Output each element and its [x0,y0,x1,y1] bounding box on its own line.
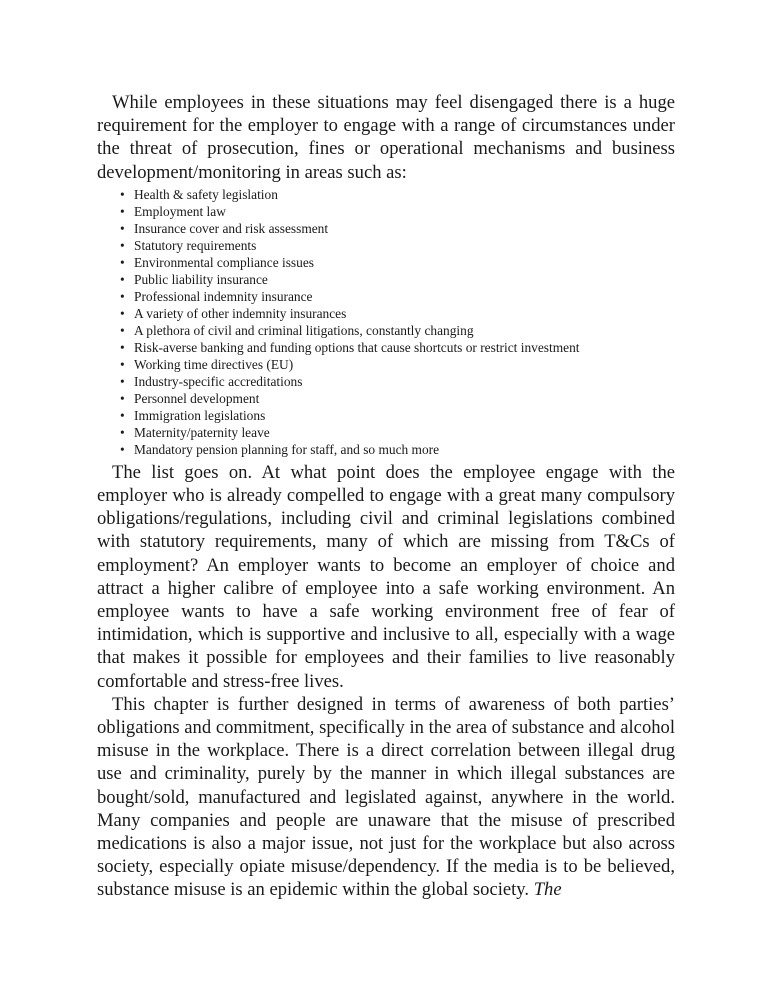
list-item: • Industry-specific accreditations [120,373,675,390]
list-item: • Public liability insurance [120,271,675,288]
paragraph-chapter-italic-tail: The [533,879,562,901]
list-item: • Immigration legislations [120,407,675,424]
list-item: • Mandatory pension planning for staff, and so much more [120,441,675,458]
list-item: • Maternity/paternity leave [120,424,675,441]
obligations-list [97,186,675,458]
list-item: • Statutory requirements [120,237,675,254]
list-item: • Environmental compliance issues [120,254,675,271]
document-page [97,91,675,902]
list-item: • A variety of other indemnity insurances [120,305,675,322]
list-item: • Personnel development [120,390,675,407]
list-item: • Working time directives (EU) [120,356,675,373]
paragraph-list-goes-on: The list goes on. At what point does the employee engage with the employer who is already compelled to engage with a great many compulsory obligations/regulations, including civil and criminal legislations combined with statutory requirements, many of which are missing from T&Cs of employment? An employer wants to become an employer of choice and attract a higher calibre of employee into a safe working environment. An employee wants to have a safe working environment free of fear of intimidation, which is supportive and inclusive to all, especially with a wage that makes it possible for employees and their families to live reasonably comfortable and stress-free lives. [97,461,675,692]
list-item: • Professional indemnity insurance [120,288,675,305]
paragraph-chapter-design [97,693,675,902]
paragraph-chapter-text: This chapter is further designed in terms of awareness of both parties’ obligations and commitment, specifically in the area of substance and alcohol misuse in the workplace. There is a direct correlation between illegal drug use and criminality, purely by the manner in which illegal substances are bought/sold, manufactured and legislated against, anywhere in the world. Many companies and people are unaware that the misuse of prescribed medications is also a major issue, not just for the workplace but also across society, especially opiate misuse/dependency. If the media is to be believed, substance misuse is an epidemic within the global society. [97,693,675,901]
list-item: • A plethora of civil and criminal litigations, constantly changing [120,322,675,339]
list-item: • Employment law [120,203,675,220]
list-item: • Health & safety legislation [120,186,675,203]
paragraph-intro: While employees in these situations may feel disengaged there is a huge requirement for the employer to engage with a range of circumstances under the threat of prosecution, fines or operational mechanisms and business development/monitoring in areas such as: [97,92,675,183]
list-item: • Risk-averse banking and funding options that cause shortcuts or restrict investment [120,339,675,356]
list-item: • Insurance cover and risk assessment [120,220,675,237]
